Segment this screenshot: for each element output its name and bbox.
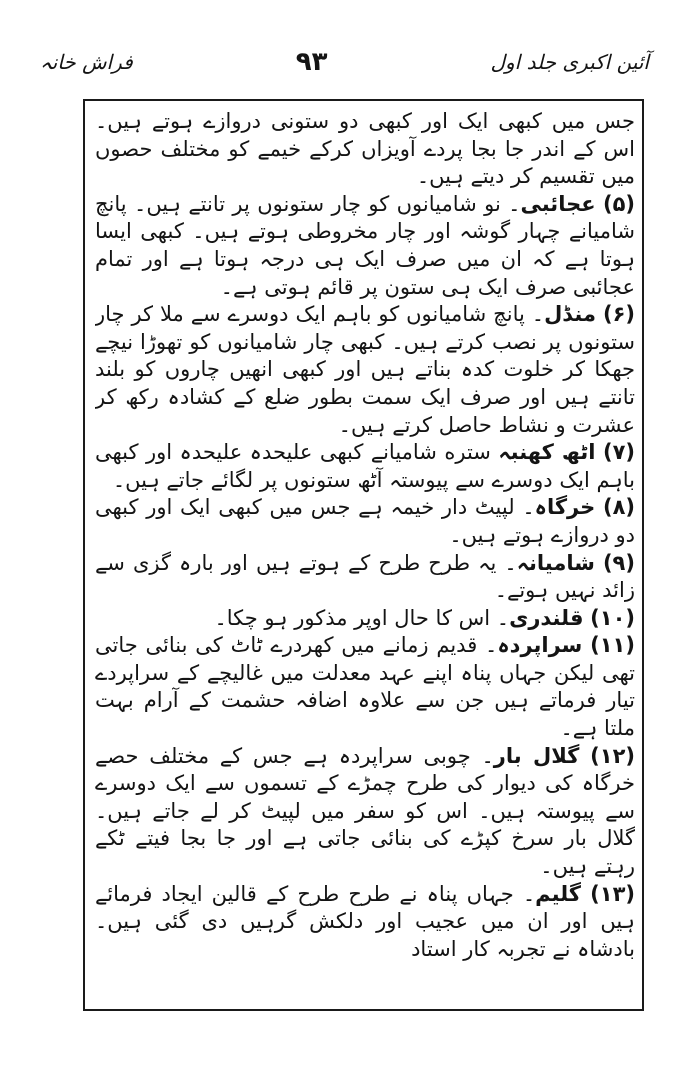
entry-7 (95, 439, 635, 494)
entry-title: سراپردہ (497, 633, 583, 658)
entry-title: منڈل (544, 302, 596, 327)
entry-number: (۱۱) (590, 633, 635, 658)
body-text (95, 108, 635, 1005)
entry-title: خرگاہ (534, 495, 596, 520)
entry-text: ۔ قدیم زمانے میں کھردرے ٹاٹ کی بنائی جاتی تھی لیکن جہاں پناہ اپنے عہد معدلت میں غالیچے کے سراپردے تیار فرماتے ہیں جن سے علاوہ اضافہ حشمت کے آرام بہت ملتا ہے۔ (95, 633, 635, 741)
entry-text: ۔ اس کا حال اوپر مذکور ہو چکا۔ (214, 605, 510, 630)
entry-11 (95, 632, 635, 742)
entry-number: (۵) (602, 191, 635, 216)
entry-title: عجائبی (520, 191, 596, 216)
entry-text: ۔ چوبی سراپردہ ہے جس کے مختلف حصے خرگاہ کی دیوار کی طرح چمڑے کے تسموں سے ایک دوسرے سے پیوستہ ہیں۔ اس کو سفر میں لپیٹ کر لے جاتے ہیں۔ گلال بار سرخ کپڑے کی بنائی جاتی ہے اور جا بجا فیتے ٹکے رہتے ہیں۔ (95, 743, 635, 879)
section-title: فراش خانہ (40, 50, 133, 74)
entry-text: ستره شامیانے کبھی علیحدہ علیحدہ اور کبھی باہم ایک دوسرے سے پیوستہ آٹھ ستونوں پر لگائے جاتے ہیں۔ (95, 440, 635, 492)
entry-number: (۱۰) (590, 605, 635, 630)
entry-title: شامیانہ (516, 550, 595, 575)
entry-title: اٹھ کھنبہ (498, 440, 596, 465)
entry-10 (95, 605, 635, 633)
entry-8 (95, 494, 635, 549)
entry-text: ۔ یہ طرح طرح کے ہوتے ہیں اور بارہ گزی سے زائد نہیں ہوتے۔ (95, 550, 635, 603)
entry-number: (۷) (602, 440, 635, 465)
entry-title: قلندری (509, 605, 584, 630)
entry-text: ۔ لپیٹ دار خیمہ ہے جس میں کبھی ایک اور کبھی دو دروازے ہوتے ہیں۔ (95, 495, 635, 547)
entry-number: (۱۲) (590, 743, 635, 768)
book-title: آئین اکبری جلد اول (490, 50, 649, 74)
entry-title: گلیم (535, 881, 581, 906)
entry-text: ۔ جہاں پناہ نے طرح طرح کے قالین ایجاد فرمائے ہیں اور ان میں عجیب اور دلکش گرہیں دی گئی ہیں۔ بادشاہ نے تجربہ کار استاد (95, 881, 635, 961)
entry-13 (95, 881, 635, 964)
entry-title: گلال بار (493, 743, 580, 768)
entry-text: ۔ نو شامیانوں کو چار ستونوں پر تانتے ہیں۔ پانچ شامیانے چہار گوشہ اور چار مخروطی ہوتے ہیں۔ کبھی ایسا ہوتا ہے کہ ان میں صرف ایک ہی درجہ ہوتا ہے اور تمام عجائبی صرف ایک ہی ستون پر قائم ہوتی ہے۔ (95, 191, 635, 299)
entry-number: (۶) (602, 302, 635, 327)
entry-9 (95, 550, 635, 605)
entry-number: (۸) (602, 495, 635, 520)
entry-text: ۔ پانچ شامیانوں کو باہم ایک دوسرے سے ملا کر چار ستونوں پر نصب کرتے ہیں۔ کبھی چار شامیانوں کو تھوڑا نیچے جھکا کر خلوت کدہ بناتے ہیں اور کبھی انھیں چاروں کو بلند تانتے ہیں اور صرف ایک سمت بطور ضلع کے کشادہ رکھ کر عشرت و نشاط حاصل کرتے ہیں۔ (95, 302, 635, 437)
running-head (40, 40, 649, 84)
entry-12 (95, 743, 635, 881)
intro-paragraph: جس میں کبھی ایک اور کبھی دو ستونی دروازے ہوتے ہیں۔ اس کے اندر جا بجا پردے آویزاں کرکے خیمے کو مختلف حصوں میں تقسیم کر دیتے ہیں۔ (95, 109, 635, 189)
entry-5 (95, 191, 635, 301)
entry-number: (۹) (602, 550, 635, 575)
entry-number: (۱۳) (590, 881, 635, 906)
entry-6 (95, 301, 635, 439)
page-number: ۹۳ (295, 47, 328, 77)
